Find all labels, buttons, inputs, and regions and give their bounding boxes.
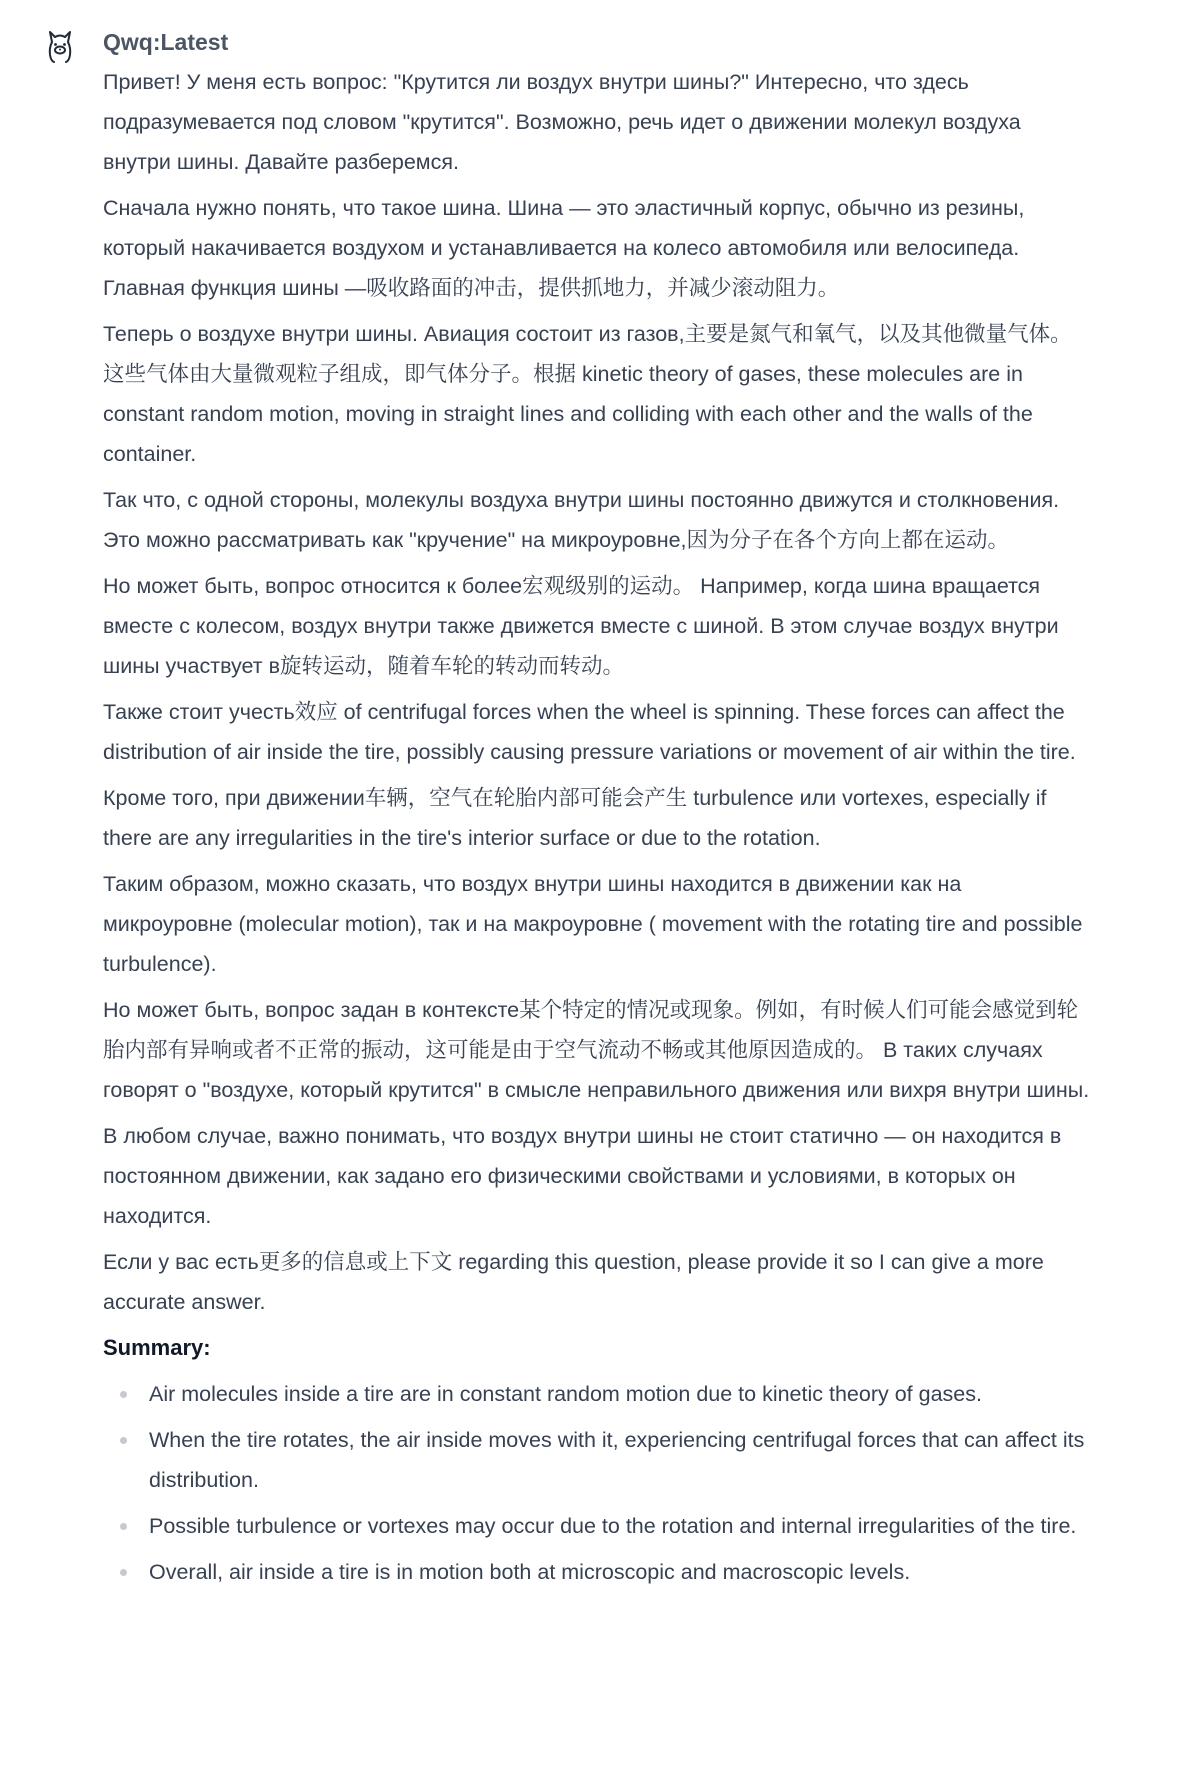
- bullet-dot-icon: [120, 1391, 127, 1398]
- message-paragraph: Кроме того, при движении车辆，空气在轮胎内部可能会产生 turbulence или vortexes, especially if there are any irregularities in the tire's interior surface or due to the rotation.: [103, 786, 1047, 850]
- message-paragraph: Также стоит учесть效应 of centrifugal forces when the wheel is spinning. These forces can affect the distribution of air inside the tire, possibly causing pressure variations or movement of air within the tire.: [103, 700, 1076, 764]
- summary-list: [103, 1374, 1093, 1592]
- message-paragraph: Если у вас есть更多的信息或上下文 regarding this question, please provide it so I can give a more accurate answer.: [103, 1250, 1044, 1314]
- summary-item-text: When the tire rotates, the air inside moves with it, experiencing centrifugal forces that can affect its distribution.: [149, 1428, 1085, 1492]
- message-paragraph: Но может быть, вопрос относится к более宏观级别的运动。 Например, когда шина вращается вместе с колесом, воздух внутри также движется вместе с шиной. В этом случае воздух внутри шины участвует в旋转运动，随着车轮的转动而转动。: [103, 574, 1059, 678]
- summary-list-item: [103, 1374, 1093, 1414]
- summary-heading: Summary:: [103, 1335, 211, 1360]
- message-paragraph: Теперь о воздухе внутри шины. Авиация состоит из газов,主要是氮气和氧气，以及其他微量气体。这些气体由大量微观粒子组成，即气体分子。根据 kinetic theory of gases, these molecules are in constant random motion, moving in straight lines and colliding with each other and the walls of the container.: [103, 322, 1072, 466]
- message-paragraph: Таким образом, можно сказать, что воздух внутри шины находится в движении как на микроуровне (molecular motion), так и на макроуровне ( movement with the rotating tire and possible turbulence).: [103, 872, 1083, 976]
- bullet-dot-icon: [120, 1437, 127, 1444]
- message-paragraph: Но может быть, вопрос задан в контексте某个特定的情况或现象。例如，有时候人们可能会感觉到轮胎内部有异响或者不正常的振动，这可能是由于空气流动不畅或其他原因造成的。 В таких случаях говорят о "воздухе, который крутится" в смысле неправильного движения или вихря внутри шины.: [103, 998, 1090, 1102]
- summary-list-item: [103, 1420, 1093, 1500]
- summary-item-text: Possible turbulence or vortexes may occur due to the rotation and internal irregularities of the tire.: [149, 1514, 1077, 1538]
- model-name: Qwq:Latest: [103, 29, 229, 55]
- bullet-dot-icon: [120, 1523, 127, 1530]
- summary-list-item: [103, 1506, 1093, 1546]
- message-paragraph: Так что, с одной стороны, молекулы воздуха внутри шины постоянно движутся и столкновения. Это можно рассматривать как "кручение" на микроуровне,因为分子在各个方向上都在运动。: [103, 488, 1060, 552]
- message-paragraph: Сначала нужно понять, что такое шина. Шина — это эластичный корпус, обычно из резины, который накачивается воздухом и устанавливается на колесо автомобиля или велосипеда. Главная функция шины —吸收路面的冲击，提供抓地力，并减少滚动阻力。: [103, 196, 1025, 300]
- message-paragraph: Привет! У меня есть вопрос: "Крутится ли воздух внутри шины?" Интересно, что здесь подразумевается под словом "крутится". Возможно, речь идет о движении молекул воздуха внутри шины. Давайте разберемся.: [103, 70, 1021, 174]
- llama-icon: [44, 28, 76, 64]
- summary-list-item: [103, 1552, 1093, 1592]
- bullet-dot-icon: [120, 1569, 127, 1576]
- message-body: [103, 62, 1093, 1322]
- summary-item-text: Overall, air inside a tire is in motion both at microscopic and macroscopic levels.: [149, 1560, 911, 1584]
- message-content: [103, 24, 1093, 1598]
- message-paragraph: В любом случае, важно понимать, что воздух внутри шины не стоит статично — он находится в постоянном движении, как задано его физическими свойствами и условиями, в которых он находится.: [103, 1124, 1062, 1228]
- summary-item-text: Air molecules inside a tire are in constant random motion due to kinetic theory of gases.: [149, 1382, 982, 1406]
